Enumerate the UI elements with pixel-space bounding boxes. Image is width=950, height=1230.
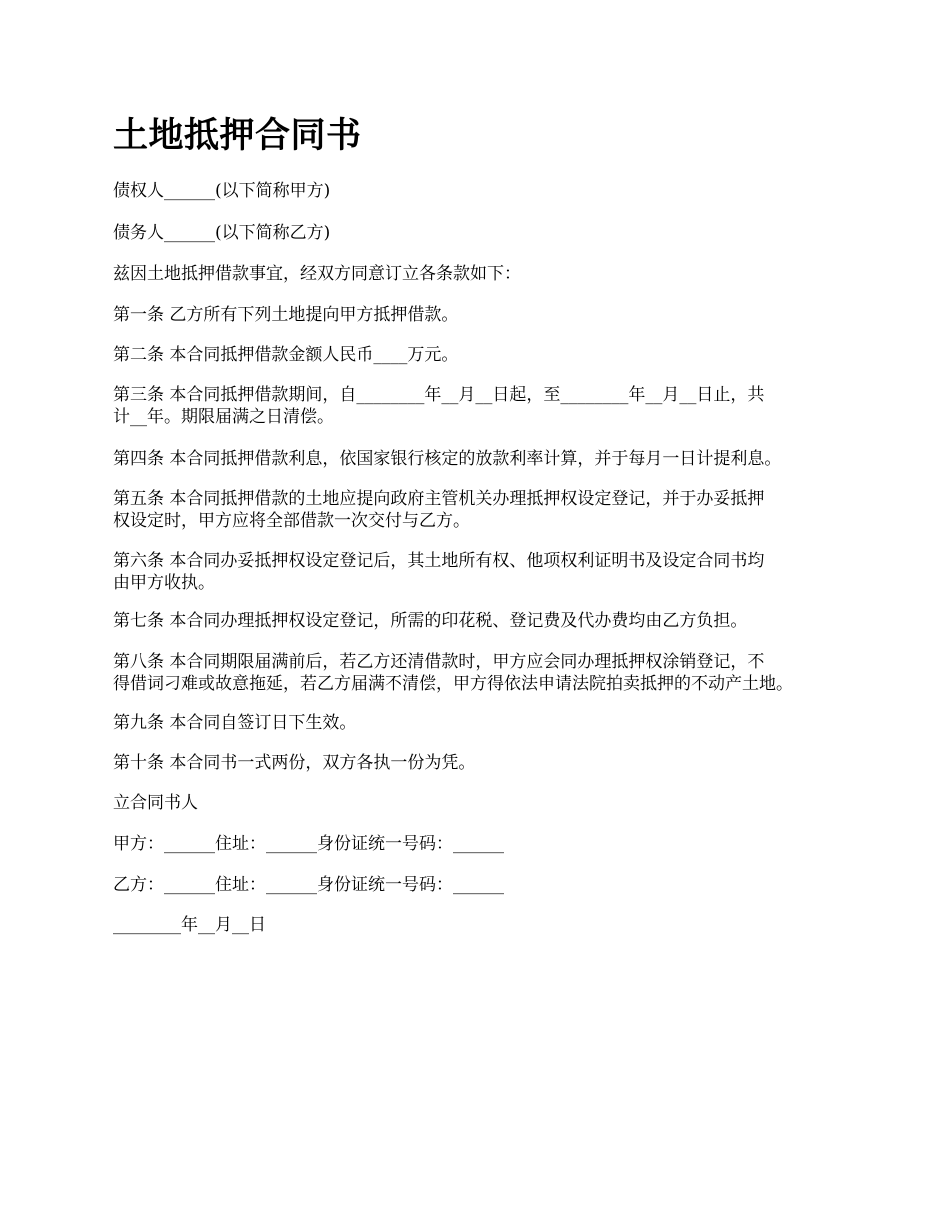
text-line: 乙方：______住址：______身份证统一号码：______ [113, 875, 504, 895]
text-line: 权设定时，甲方应将全部借款一次交付与乙方。 [113, 511, 470, 531]
text-line: 第六条 本合同办妥抵押权设定登记后，其土地所有权、他项权利证明书及设定合同书均 [113, 551, 765, 571]
text-line: 债权人______(以下简称甲方) [113, 181, 331, 201]
party-b-signature-line [113, 874, 504, 896]
text-line: 第七条 本合同办理抵押权设定登记，所需的印花税、登记费及代办费均由乙方负担。 [113, 611, 748, 631]
article-4 [113, 448, 781, 470]
text-line: 甲方：______住址：______身份证统一号码：______ [113, 834, 504, 854]
article-3 [113, 384, 764, 428]
text-line: 计__年。期限届满之日清偿。 [113, 407, 334, 427]
article-7 [113, 610, 747, 632]
text-line: 第五条 本合同抵押借款的土地应提向政府主管机关办理抵押权设定登记，并于办妥抵押 [113, 489, 765, 509]
text-line: 得借词刁难或故意拖延，若乙方届满不清偿，甲方得依法申请法院拍卖抵押的不动产土地。 [113, 674, 793, 694]
article-6 [113, 550, 764, 594]
text-line: 第九条 本合同自签订日下生效。 [113, 713, 357, 733]
article-9 [113, 712, 356, 734]
text-line: 第一条 乙方所有下列土地提向甲方抵押借款。 [113, 305, 459, 325]
article-1 [113, 304, 458, 326]
text-line: ________年__月__日 [113, 915, 266, 935]
text-line: 第八条 本合同期限届满前后，若乙方还清借款时，甲方应会同办理抵押权涂销登记，不 [113, 652, 765, 672]
article-2 [113, 344, 458, 366]
text-line: 第四条 本合同抵押借款利息，依国家银行核定的放款利率计算，并于每月一日计提利息。 [113, 449, 782, 469]
date-line [113, 914, 266, 936]
text-line: 兹因土地抵押借款事宜，经双方同意订立各条款如下： [113, 264, 521, 284]
text-line: 债务人______(以下简称乙方) [113, 223, 331, 243]
preamble [113, 263, 521, 285]
signatories-heading [113, 792, 198, 814]
article-5 [113, 488, 764, 532]
text-line: 立合同书人 [113, 793, 198, 813]
party-a-signature-line [113, 833, 504, 855]
creditor-line [113, 180, 330, 202]
document-title: 土地抵押合同书 [113, 115, 362, 156]
article-10 [113, 752, 475, 774]
text-line: 第十条 本合同书一式两份，双方各执一份为凭。 [113, 753, 476, 773]
text-line: 由甲方收执。 [113, 573, 215, 593]
text-line: 第三条 本合同抵押借款期间，自________年__月__日起，至________年__月__日止，共 [113, 385, 765, 405]
debtor-line [113, 222, 330, 244]
article-8 [113, 651, 793, 695]
text-line: 第二条 本合同抵押借款金额人民币____万元。 [113, 345, 459, 365]
